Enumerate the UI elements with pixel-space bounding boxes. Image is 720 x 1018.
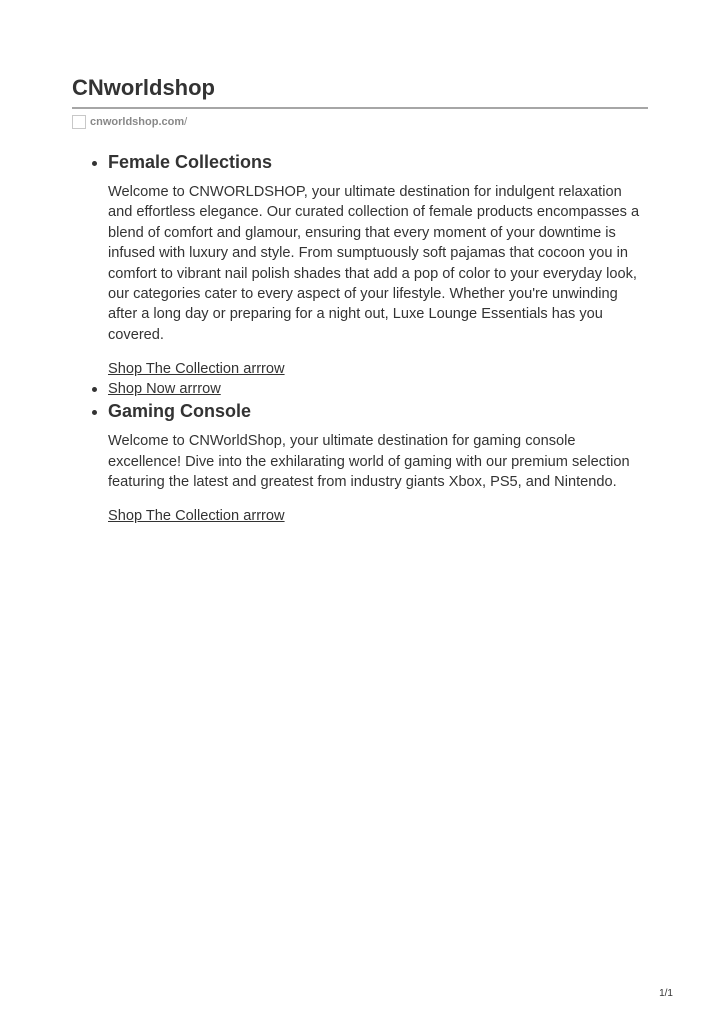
title-divider — [72, 107, 648, 109]
bullet-icon — [92, 410, 97, 415]
shop-collection-link-female[interactable]: Shop The Collection arrrow — [108, 361, 285, 378]
section-body-female-collections: Welcome to CNWORLDSHOP, your ultimate destination for indulgent relaxation and effortless elegance. Our curated collection of female products encompasses a blend of comfort and glamour, ensuring that every moment of your downtime is infused with luxury and style. From sumptuously soft pajamas that cocoon you in comfort to vibrant nail polish shades that add a pop of color to your everyday look, our categories cater to every aspect of your lifestyle. Whether you're unwinding after a long day or preparing for a night out, Luxe Lounge Essentials has you covered. — [108, 184, 640, 343]
page-number: 1/1 — [659, 988, 673, 999]
bullet-icon — [92, 161, 97, 166]
list-item-gaming-console — [72, 399, 648, 526]
content-list — [72, 150, 648, 526]
favicon-icon — [72, 115, 86, 129]
source-row — [72, 114, 187, 130]
shop-now-link[interactable]: Shop Now arrrow — [108, 381, 221, 398]
bullet-icon — [92, 387, 97, 392]
section-heading-female-collections: Female Collections — [108, 152, 273, 172]
page-title: CNworldshop — [72, 75, 215, 100]
source-slash: / — [184, 116, 188, 128]
section-body-gaming-console: Welcome to CNWorldShop, your ultimate destination for gaming console excellence! Dive into the exhilarating world of gaming with our premium selection featuring the latest and greatest from industry giants Xbox, PS5, and Nintendo. — [108, 433, 630, 491]
section-heading-gaming-console: Gaming Console — [108, 401, 252, 422]
source-domain[interactable]: cnworldshop.com — [90, 116, 185, 128]
source-link[interactable] — [90, 116, 187, 128]
shop-collection-link-gaming[interactable]: Shop The Collection arrrow — [108, 508, 285, 525]
list-item-shop-now — [72, 379, 648, 399]
list-item-female-collections — [72, 150, 648, 379]
